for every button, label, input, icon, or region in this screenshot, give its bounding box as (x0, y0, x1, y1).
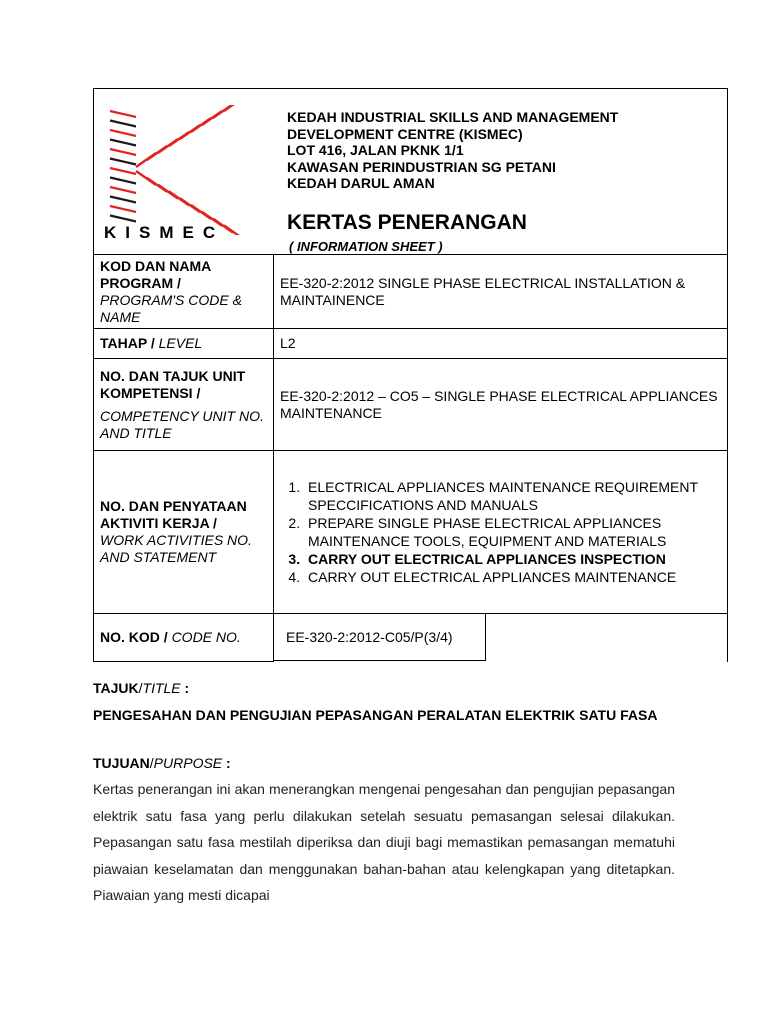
label-italic: LEVEL (158, 335, 203, 351)
header-box (93, 88, 728, 254)
logo-stroke (110, 187, 136, 193)
list-item: 1. ELECTRICAL APPLIANCES MAINTENANCE REQUIREMENT SPECCIFICATIONS AND MANUALS (304, 478, 721, 514)
kismec-logo (102, 105, 262, 235)
activity-label (94, 451, 274, 614)
code-label (94, 614, 274, 662)
organization-address (287, 109, 618, 192)
label-italic: PURPOSE (153, 755, 223, 771)
program-value: EE-320-2:2012 SINGLE PHASE ELECTRICAL INSTALLATION & MAINTAINENCE (274, 255, 728, 329)
document-title: PENGESAHAN DAN PENGUJIAN PEPASANGAN PERALATAN ELEKTRIK SATU FASA (93, 707, 658, 723)
table-row (94, 451, 728, 614)
org-line: KEDAH INDUSTRIAL SKILLS AND MANAGEMENT (287, 109, 619, 125)
logo-stroke (110, 168, 136, 174)
logo-stroke (110, 111, 136, 117)
logo-stroke (110, 140, 136, 146)
table-row (94, 329, 728, 359)
org-line: DEVELOPMENT CENTRE (KISMEC) (287, 125, 523, 142)
label-colon: : (180, 680, 190, 696)
label-bold: TAJUK (93, 680, 139, 696)
logo-wordmark: KISMEC (104, 223, 225, 242)
label-italic: WORK ACTIVITIES NO. AND STATEMENT (100, 532, 252, 565)
label-italic: CODE NO. (171, 629, 241, 645)
org-line: LOT 416, JALAN PKNK 1/1 (287, 142, 464, 158)
label-bold: NO. DAN PENYATAAN AKTIVITI KERJA / (100, 498, 247, 531)
label-bold: TUJUAN (93, 755, 150, 771)
org-line: KAWASAN PERINDUSTRIAN SG PETANI (287, 158, 556, 175)
label-bold: NO. KOD / (100, 629, 168, 645)
logo-stroke (110, 121, 136, 127)
activity-list-cell (274, 451, 728, 614)
logo-stroke (110, 178, 136, 184)
label-bold: TAHAP / (100, 335, 155, 351)
label-italic: COMPETENCY UNIT NO. AND TITLE (100, 407, 264, 441)
list-item: 4. CARRY OUT ELECTRICAL APPLIANCES MAINTENANCE (304, 568, 721, 586)
sheet-title: KERTAS PENERANGAN (287, 211, 527, 234)
code-value: EE-320-2:2012-C05/P(3/4) (274, 614, 486, 661)
logo-mark (110, 105, 244, 235)
label-colon: : (222, 755, 231, 771)
unit-value: EE-320-2:2012 – CO5 – SINGLE PHASE ELECTRICAL APPLIANCES MAINTENANCE (274, 359, 728, 451)
sheet-subtitle: ( INFORMATION SHEET ) (289, 239, 443, 254)
list-item: 3. CARRY OUT ELECTRICAL APPLIANCES INSPECTION (304, 550, 721, 568)
title-label: TAJUK/TITLE : (93, 680, 190, 696)
label-italic: TITLE (142, 680, 181, 696)
logo-stroke (110, 197, 136, 203)
table-row (94, 359, 728, 451)
info-table (93, 254, 728, 662)
list-item: 2. PREPARE SINGLE PHASE ELECTRICAL APPLIANCES MAINTENANCE TOOLS, EQUIPMENT AND MATERIALS (304, 514, 721, 550)
document-body (93, 676, 675, 909)
program-label (94, 255, 274, 329)
purpose-paragraph: Kertas penerangan ini akan menerangkan mengenai pengesahan dan pengujian pepasangan elektrik satu fasa yang perlu dilakukan setelah sesuatu pemasangan selesai dilakukan. Pepasangan satu fasa mestilah diperiksa dan diuji bagi memastikan pemasangan mematuhi piawaian keselamatan dan menggunakan bahan-bahan atau kelengkapan yang ditetapkan. Piawaian yang mesti dicapai (93, 781, 675, 903)
label-bold: NO. DAN TAJUK UNIT KOMPETENSI / (100, 367, 246, 401)
level-label (94, 329, 274, 359)
purpose-label: TUJUAN/PURPOSE : (93, 755, 231, 771)
logo-stroke (110, 130, 136, 136)
logo-stroke (110, 206, 136, 212)
logo-stroke (110, 216, 136, 222)
code-cell (274, 614, 728, 662)
activity-list (280, 478, 721, 586)
label-bold: KOD DAN NAMA PROGRAM / (100, 257, 211, 291)
table-row (94, 614, 728, 662)
org-line: KEDAH DARUL AMAN (287, 175, 435, 191)
logo-stroke (224, 105, 244, 111)
logo-stroke (110, 159, 136, 165)
unit-label (94, 359, 274, 451)
logo-stroke (110, 149, 136, 155)
logo-stroke (224, 225, 244, 235)
label-italic: PROGRAM'S CODE & NAME (100, 291, 242, 325)
level-value: L2 (274, 329, 728, 359)
table-row (94, 255, 728, 329)
